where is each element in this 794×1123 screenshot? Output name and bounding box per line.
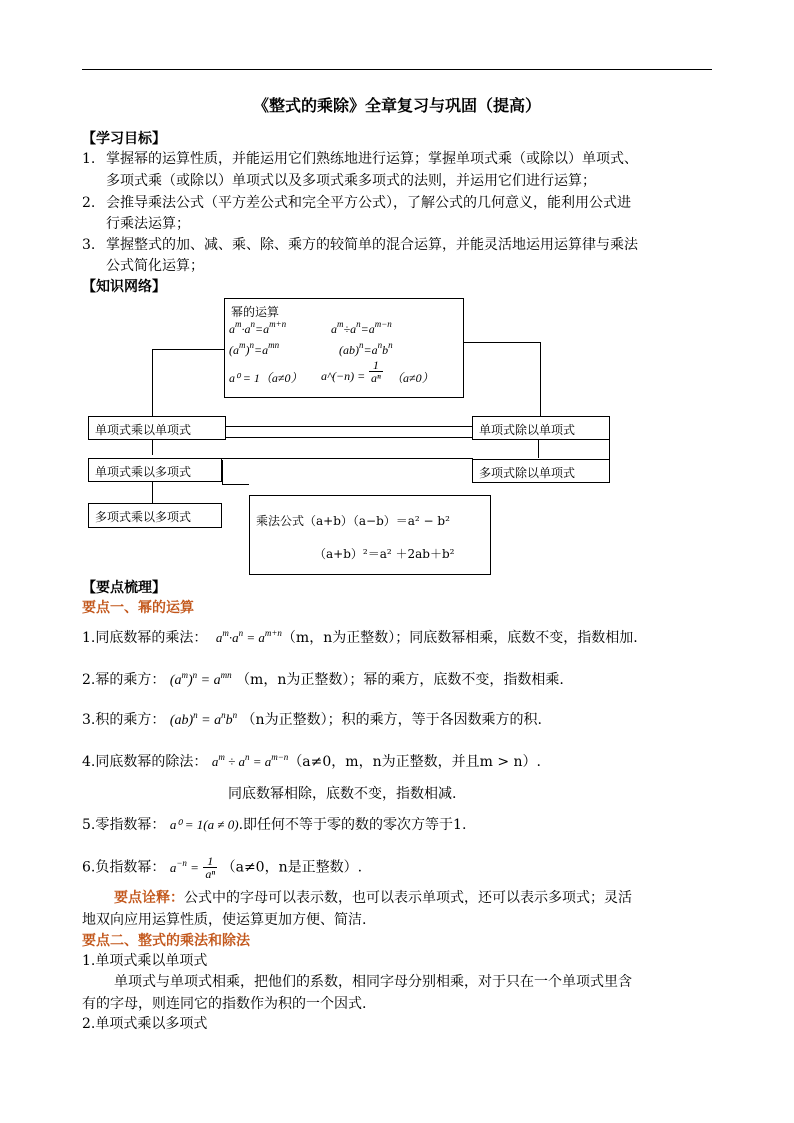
fraction-denominator: aⁿ xyxy=(371,371,381,385)
rule-2-label: 幂的乘方： xyxy=(95,672,166,688)
rule-6 xyxy=(82,855,362,880)
network-heading: 【知识网络】 xyxy=(82,279,166,295)
rule-1-num: 1. xyxy=(82,630,96,646)
connector-line xyxy=(152,349,153,416)
rule-2-text: （m，n为正整数）；幂的乘方，底数不变，指数相乘. xyxy=(236,672,564,688)
rule-3 xyxy=(82,709,542,732)
header-rule xyxy=(82,69,712,70)
power-formula-power: $(a^m)^n=a^{mn}$ xyxy=(229,340,280,357)
connector-line xyxy=(225,437,472,438)
connector-line xyxy=(222,460,223,484)
mono-mul-poly-box xyxy=(88,458,222,482)
power-negative-fraction xyxy=(369,359,383,384)
objective-3-line1: 掌握整式的加、减、乘、除、乘方的较简单的混合运算，并能灵活地运用运算律与乘法 xyxy=(106,237,638,253)
connector-line xyxy=(152,349,224,350)
rule-5-label: 零指数幂： xyxy=(95,817,166,833)
connector-line xyxy=(152,482,153,504)
subsection-1-line2: 有的字母，则连同它的指数作为积的一个因式. xyxy=(82,996,367,1012)
rule-6-label: 负指数幂： xyxy=(95,859,166,876)
rule-4 xyxy=(82,751,541,773)
power-formula-product-power: $(ab)^n=a^nb^n$ xyxy=(339,340,393,357)
rule-5-text: .即任何不等于零的数的零次方等于1. xyxy=(238,817,467,833)
objective-1-num: 1. xyxy=(82,151,96,167)
objective-1-line2: 多项式乘（或除以）单项式以及多项式乘多项式的法则，并运用它们进行运算； xyxy=(106,173,596,189)
formula-difference-squares: 乘法公式（a+b）（a−b）＝a² − b² xyxy=(256,514,450,528)
subsection-1-line1: 单项式与单项式相乘，把他们的系数，相同字母分别相乘，对于只在一个单项式里含 xyxy=(114,974,632,990)
rule-1 xyxy=(82,627,638,649)
rule-2-num: 2. xyxy=(82,672,96,688)
note-line2: 地双向应用运算性质，使运算更加方便、简洁. xyxy=(82,912,367,928)
power-rules-box xyxy=(224,298,464,398)
power-formula-quotient: $a^m\div a^n=a^{m-n}$ xyxy=(331,319,392,336)
poly-div-mono-label: 多项式除以单项式 xyxy=(479,466,576,480)
point1-title: 要点一、幂的运算 xyxy=(82,600,194,616)
objective-1 xyxy=(82,148,638,170)
rule-5 xyxy=(82,814,466,836)
rule-5-formula: a⁰ = 1(a ≠ 0) xyxy=(169,817,239,832)
rule-3-text: （n为正整数）；积的乘方，等于各因数乘方的积. xyxy=(241,712,543,728)
mono-mul-mono-label: 单项式乘以单项式 xyxy=(95,423,192,437)
poly-div-mono-box xyxy=(472,459,610,483)
power-box-title: 幂的运算 xyxy=(231,305,280,319)
rule-3-formula: $(ab)^n = a^nb^n$ xyxy=(169,710,238,728)
objective-3 xyxy=(82,234,638,256)
rule-4-line2: 同底数幂相除，底数不变，指数相减. xyxy=(228,786,457,802)
power-formula-zero: a⁰ = 1（a≠0） xyxy=(229,371,303,385)
note-line1 xyxy=(114,887,632,909)
objective-1-line1: 掌握幂的运算性质，并能运用它们熟练地进行运算；掌握单项式乘（或除以）单项式、 xyxy=(106,151,638,167)
mono-div-mono-label: 单项式除以单项式 xyxy=(479,423,576,437)
rule-4-formula: $a^m \div a^n = a^{m-n}$ xyxy=(211,752,289,769)
objective-2-line2: 行乘法运算； xyxy=(106,216,190,232)
connector-line xyxy=(540,342,541,416)
rule-6-text: （a≠0，n是正整数）. xyxy=(221,859,363,876)
connector-line xyxy=(538,438,539,458)
mono-mul-poly-label: 单项式乘以多项式 xyxy=(95,465,192,479)
note-text: 公式中的字母可以表示数，也可以表示单项式，还可以表示多项式；灵活 xyxy=(184,890,632,906)
page-title: 《整式的乘除》全章复习与巩固（提高） xyxy=(252,96,541,115)
objectives-heading: 【学习目标】 xyxy=(82,131,166,147)
point2-title: 要点二、整式的乘法和除法 xyxy=(82,933,250,949)
mono-mul-mono-box xyxy=(88,416,226,440)
rule-1-text: （m，n为正整数）；同底数幂相乘，底数不变，指数相加. xyxy=(281,630,638,646)
subsection-1-title: 1.单项式乘以单项式 xyxy=(82,953,208,969)
formula-perfect-square: （a+b）²＝a² ＋2ab＋b² xyxy=(314,547,455,561)
note-label: 要点诠释： xyxy=(114,890,184,906)
fraction-numerator: 1 xyxy=(203,855,217,868)
rule-2-formula: $(a^m)^n = a^{mn}$ xyxy=(169,670,232,688)
power-formula-product: $a^m\cdot a^n=a^{m+n}$ xyxy=(229,319,287,336)
rule-6-num: 6. xyxy=(82,859,96,876)
keypoints-heading: 【要点梳理】 xyxy=(82,580,166,596)
mono-div-mono-box xyxy=(472,416,610,440)
objective-2-line1: 会推导乘法公式（平方差公式和完全平方公式），了解公式的几何意义，能利用公式进 xyxy=(106,195,631,211)
objective-3-line2: 公式简化运算； xyxy=(106,258,204,274)
subsection-2-title: 2.单项式乘以多项式 xyxy=(82,1016,208,1032)
connector-line xyxy=(222,484,249,485)
power-formula-negative-cond: （a≠0） xyxy=(391,371,434,385)
objective-2 xyxy=(82,192,631,214)
fraction-numerator: 1 xyxy=(369,359,383,372)
rule-3-label: 积的乘方： xyxy=(95,712,166,728)
rule-2 xyxy=(82,669,564,692)
objective-3-num: 3. xyxy=(82,237,96,253)
poly-mul-poly-box xyxy=(88,503,222,528)
multiplication-formula-box xyxy=(249,495,491,575)
rule-5-num: 5. xyxy=(82,817,96,833)
objective-2-num: 2. xyxy=(82,195,96,211)
connector-line xyxy=(221,458,473,459)
rule-4-num: 4. xyxy=(82,754,96,770)
fraction-denominator: aⁿ xyxy=(205,867,216,881)
rule-1-formula: $a^m\cdot a^n = a^{m+n}$ xyxy=(215,628,282,645)
poly-mul-poly-label: 多项式乘以多项式 xyxy=(95,510,192,524)
rule-4-text: （a≠0，m，n为正整数，并且m > n）. xyxy=(288,754,541,770)
connector-line xyxy=(225,426,472,427)
connector-line xyxy=(463,342,541,343)
rule-6-formula: $a^{-n}$ = xyxy=(169,857,199,875)
rule-1-label: 同底数幂的乘法： xyxy=(95,630,208,646)
rule-3-num: 3. xyxy=(82,712,96,728)
rule-6-fraction xyxy=(203,855,217,880)
power-formula-negative: a^(−n) = xyxy=(321,369,366,383)
rule-4-label: 同底数幂的除法： xyxy=(95,754,208,770)
